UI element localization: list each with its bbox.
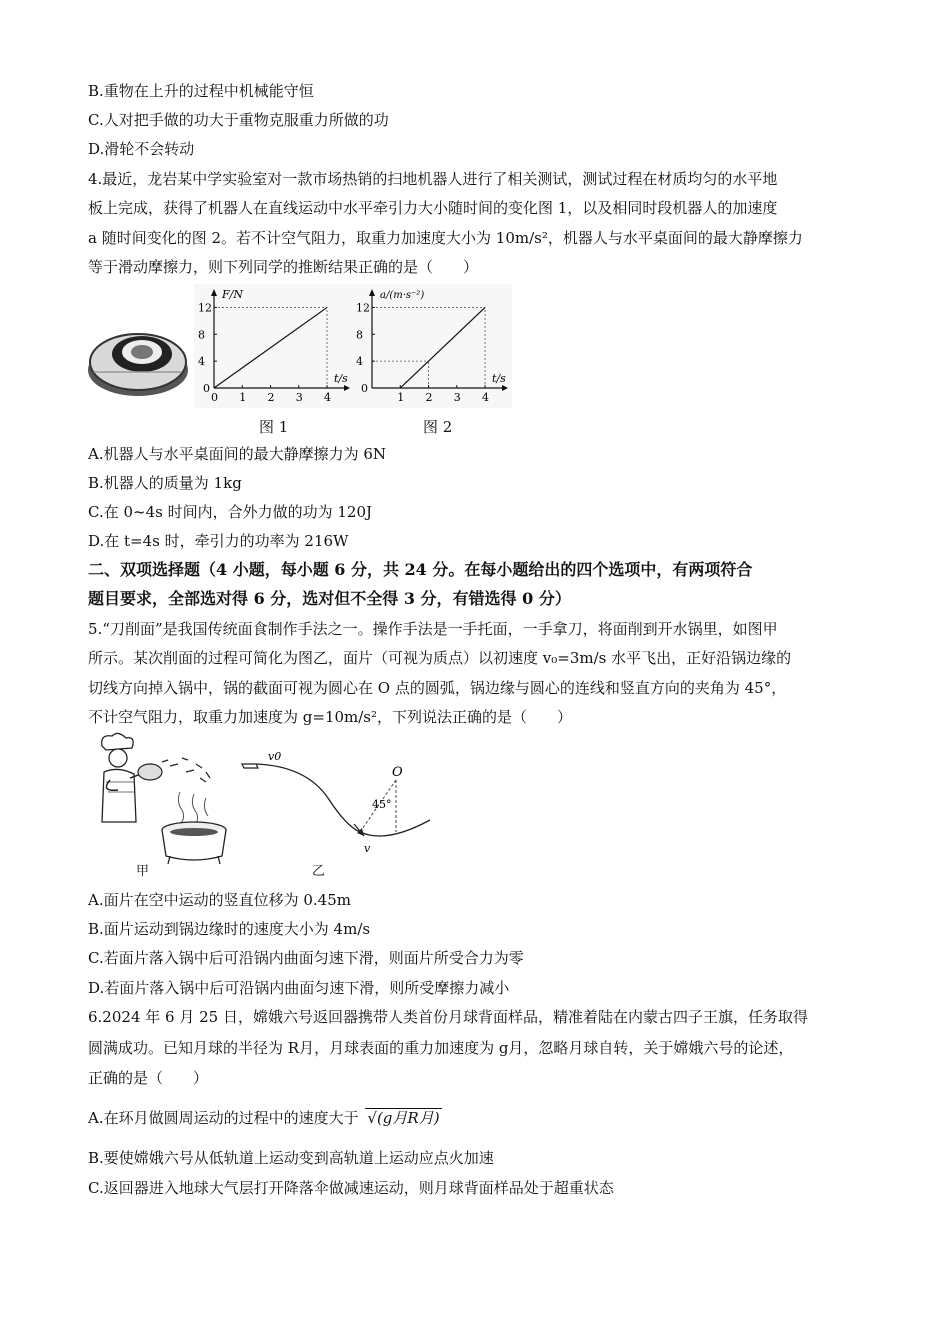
- y-tick-label: 8: [198, 328, 205, 342]
- figure-2-acceleration-time-chart: [352, 284, 512, 408]
- q6-stem-line-3: 正确的是（ ）: [88, 1069, 209, 1087]
- x-axis-label: t/s: [334, 372, 348, 385]
- label-O: O: [392, 765, 403, 780]
- q5-stem-line-2: 所示。某次削面的过程可简化为图乙，面片（可视为质点）以初速度 v₀=3m/s 水平飞出，正好沿锅边缘的: [88, 649, 792, 667]
- y-tick-label: 4: [356, 355, 363, 369]
- q5-option-b: B.面片运动到锅边缘时的速度大小为 4m/s: [88, 920, 371, 938]
- x-tick-label: 4: [324, 391, 332, 404]
- q5-option-a: A.面片在空中运动的竖直位移为 0.45m: [88, 891, 351, 909]
- q4-stem-line-3: a 随时间变化的图 2。若不计空气阻力，取重力加速度大小为 10m/s²，机器人与水平桌面间的最大静摩擦力: [88, 229, 803, 247]
- figure-1-force-time-chart: [194, 284, 352, 408]
- y-tick-label: 4: [198, 355, 205, 369]
- figure-jia-label: 甲: [136, 864, 150, 879]
- q3-option-d: D.滑轮不会转动: [88, 140, 195, 158]
- q6-option-a-formula: √(g月R月): [367, 1109, 440, 1127]
- figure-yi-label: 乙: [312, 864, 326, 879]
- q4-option-a: A.机器人与水平桌面间的最大静摩擦力为 6N: [88, 445, 387, 463]
- x-tick-label: 4: [482, 391, 490, 404]
- q3-option-c: C.人对把手做的功大于重物克服重力所做的功: [88, 111, 389, 129]
- label-45-degrees: 45°: [372, 798, 392, 811]
- figure-1-caption: 图 1: [259, 418, 289, 436]
- x-tick-label: 2: [425, 391, 433, 404]
- label-v0: v0: [268, 750, 282, 763]
- x-axis-label: t/s: [492, 372, 506, 385]
- q4-stem-line-2: 板上完成，获得了机器人在直线运动中水平牵引力大小随时间的变化图 1，以及相同时段机器人的加速度: [88, 199, 778, 217]
- q6-stem-line-2: 圆满成功。已知月球的半径为 R月，月球表面的重力加速度为 g月，忽略月球自转，关于嫦娥六号的论述，: [88, 1039, 794, 1057]
- y-tick-label: 12: [356, 301, 370, 315]
- x-tick-label: 3: [295, 391, 303, 404]
- y-tick-label: 12: [198, 301, 212, 315]
- q5-option-d: D.若面片落入锅中后可沿锅内曲面匀速下滑，则所受摩擦力减小: [88, 979, 510, 997]
- q4-option-b: B.机器人的质量为 1kg: [88, 474, 242, 492]
- x-tick-label: 1: [239, 391, 247, 404]
- q6-option-b: B.要使嫦娥六号从低轨道上运动变到高轨道上运动应点火加速: [88, 1149, 494, 1167]
- figure-2-caption: 图 2: [423, 418, 453, 436]
- q5-stem-line-4: 不计空气阻力，取重力加速度为 g=10m/s²，下列说法正确的是（ ）: [88, 708, 573, 726]
- origin-label: 0: [361, 382, 368, 395]
- section-2-title-line-1: 二、双项选择题（4 小题，每小题 6 分，共 24 分。在每小题给出的四个选项中，有两项符合: [88, 560, 753, 579]
- q5-stem-line-1: 5.“刀削面”是我国传统面食制作手法之一。操作手法是一手托面，一手拿刀，将面削到开水锅里，如图甲: [88, 620, 778, 638]
- q4-stem-line-4: 等于滑动摩擦力，则下列同学的推断结果正确的是（ ）: [88, 258, 479, 276]
- q4-option-d: D.在 t=4s 时，牵引力的功率为 216W: [88, 532, 349, 550]
- q4-option-c: C.在 0~4s 时间内，合外力做的功为 120J: [88, 503, 373, 521]
- q6-option-a: [88, 1108, 442, 1128]
- figure-yi-trajectory-diagram: [236, 744, 436, 864]
- y-axis-label: a/(m·s⁻²): [380, 290, 425, 301]
- origin-label: 0: [203, 382, 210, 395]
- section-2-title-line-2: 题目要求，全部选对得 6 分，选对但不全得 3 分，有错选得 0 分）: [88, 589, 571, 608]
- q6-stem-line-1: 6.2024 年 6 月 25 日，嫦娥六号返回器携带人类首份月球背面样品，精准着陆在内蒙古四子王旗，任务取得: [88, 1008, 808, 1026]
- x-tick-label: 3: [453, 391, 461, 404]
- q4-stem-line-1: 4.最近，龙岩某中学实验室对一款市场热销的扫地机器人进行了相关测试，测试过程在材质均匀的水平地: [88, 170, 778, 188]
- label-v: v: [364, 842, 371, 855]
- figure-jia-chef-illustration: [90, 732, 240, 877]
- robot-vacuum-image: [86, 312, 194, 404]
- q5-stem-line-3: 切线方向掉入锅中，锅的截面可视为圆心在 O 点的圆弧，锅边缘与圆心的连线和竖直方向的夹角为 45°，: [88, 679, 787, 697]
- y-tick-label: 8: [356, 328, 363, 342]
- q5-option-c: C.若面片落入锅中后可沿锅内曲面匀速下滑，则面片所受合力为零: [88, 949, 524, 967]
- q6-option-a-text: A.在环月做圆周运动的过程中的速度大于: [88, 1109, 359, 1127]
- x-tick-label: 2: [267, 391, 275, 404]
- q6-option-c: C.返回器进入地球大气层打开降落伞做减速运动，则月球背面样品处于超重状态: [88, 1179, 614, 1197]
- x-tick-label: 1: [397, 391, 405, 404]
- y-axis-label: F/N: [222, 288, 243, 301]
- x-tick-label: 0: [211, 391, 218, 404]
- q3-option-b: B.重物在上升的过程中机械能守恒: [88, 82, 314, 100]
